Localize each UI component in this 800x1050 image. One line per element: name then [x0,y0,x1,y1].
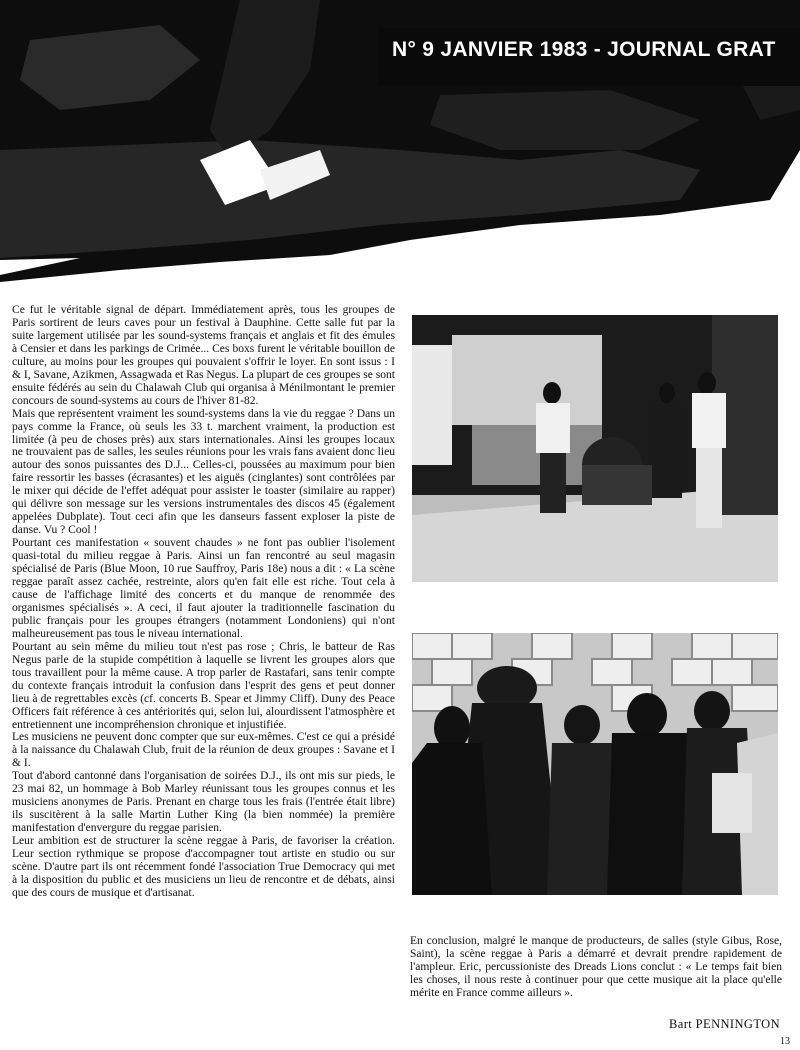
group-photo-bottom [412,633,778,895]
article-paragraph: Pourtant au sein même du milieu tout n'est pas rose ; Chris, le batteur de Ras Negus parle de la stupide compétition à laquelle se livrent les groupes alors que tous travaillent pour la même cause. A trop parler de Rastafari, sans tenir compte du contexte français introduit la confusion dans l'esprit des gens et peut donner lieu à de regrettables excès (cf. concerts B. Spear et Jimmy Cliff). Duny des Peace Officers fait référence à ces antériorités qui, selon lui, alourdissent l'atmosphère et entretiennent une incompréhension chronique et injustifiée. [12,640,395,731]
author-signature: Bart PENNINGTON [669,1017,780,1031]
issue-header-text: N° 9 JANVIER 1983 - JOURNAL GRAT [392,38,776,61]
article-paragraph: Leur ambition est de structurer la scène reggae à Paris, de favoriser la création. Leur section rythmique se propose d'accompagner tout artiste en studio ou sur scène. D'autre part ils ont récemment fondé l'association True Democracy qui met à la disposition du public et des musiciens un lieu de rencontre et de débats, ainsi que des cours de musique et d'artisanat. [12,835,395,899]
page-number: 13 [780,1036,790,1047]
article-conclusion-column [410,935,782,1000]
article-paragraph: Mais que représentent vraiment les sound-systems dans la vie du reggae ? Dans un pays comme la France, où seuls les 33 t. marchent vraiment, la production est limitée (à peu de choses près) aux stars internationales. Ainsi les groupes locaux ne trouvaient pas de salles, les seules réunions pour les vrais fans avaient donc lieu autour des sonos puissantes des D.J... Celles-ci, poussées au maximum pour bien faire ressortir les basses (écrasantes) et les aiguës (cinglantes) sont contrôlées par le mixer qui décide de l'effet adéquat pour assister le toaster (similaire au rapper) qui délivre son message sur les versions instrumentales des discos 45 (également appelées Dubplate). Tout ceci afin que les danseurs fassent exploser la piste de danse. Vu ? Cool ! [12,407,395,537]
article-paragraph: Ce fut le véritable signal de départ. Immédiatement après, tous les groupes de Paris sortirent de leurs caves pour un festival à Dauphine. Cette salle fut par la suite largement utilisée par les sound-systems français et anglais et fit des émules à Censier et dans les parkings de Crimée... Ces boxs furent le véritable bouillon de culture, au moins pour les groupes qui pouvaient s'offrir le loyer. En sont issus : I & I, Savane, Azikmen, Assagwada et Ras Negus. La plupart de ces groupes se sont ensuite fédérés au sein du Chalawah Club qui organisa à Ménilmontant le premier concours de sound-systems au cours de l'hiver 81-82. [12,304,395,407]
group-photo-top [412,315,778,582]
article-paragraph: Les musiciens ne peuvent donc compter que sur eux-mêmes. C'est ce qui a présidé à la naissance du Chalawah Club, fruit de la réunion de deux groupes : Savane et I & I. [12,731,395,770]
article-conclusion: En conclusion, malgré le manque de producteurs, de salles (style Gibus, Rose, Saint), la scène reggae à Paris a démarré et devrait prendre rapidement de l'ampleur. Eric, percussioniste des Dreads Lions conclut : « Le temps fait bien les choses, il nous reste à continuer pour que cette musique ait la place qu'elle mérite en France comme ailleurs ». [410,935,782,999]
article-paragraph: Tout d'abord cantonné dans l'organisation de soirées D.J., ils ont mis sur pieds, le 23 mai 82, un hommage à Bob Marley réunissant tous les groupes connus et les musiciens anonymes de Paris. Prenant en charge tous les frais (l'entrée était libre) ils suscitèrent à la salle Martin Luther King (la bien nommée) la première manifestation d'envergure du reggae parisien. [12,770,395,835]
article-paragraph: Pourtant ces manifestation « souvent chaudes » ne font pas oublier l'isolement quasi-total du milieu reggae à Paris. Ainsi un fan rencontré au seul magasin spécialisé de Paris (Blue Moon, 10 rue Sauffroy, Paris 18e) nous a dit : « La scène reggae paraît assez cachée, restreinte, alors qu'en fait elle est riche. Tout cela à cause de l'affichage limité des concerts et du manque de renommée des organismes spécialisés ». A ceci, il faut ajouter la traditionnelle fascination du public français pour les groupes étrangers (notamment Londoniens) qui n'ont malheureusement pas tous le niveau international. [12,537,395,640]
article-left-column [12,304,395,900]
